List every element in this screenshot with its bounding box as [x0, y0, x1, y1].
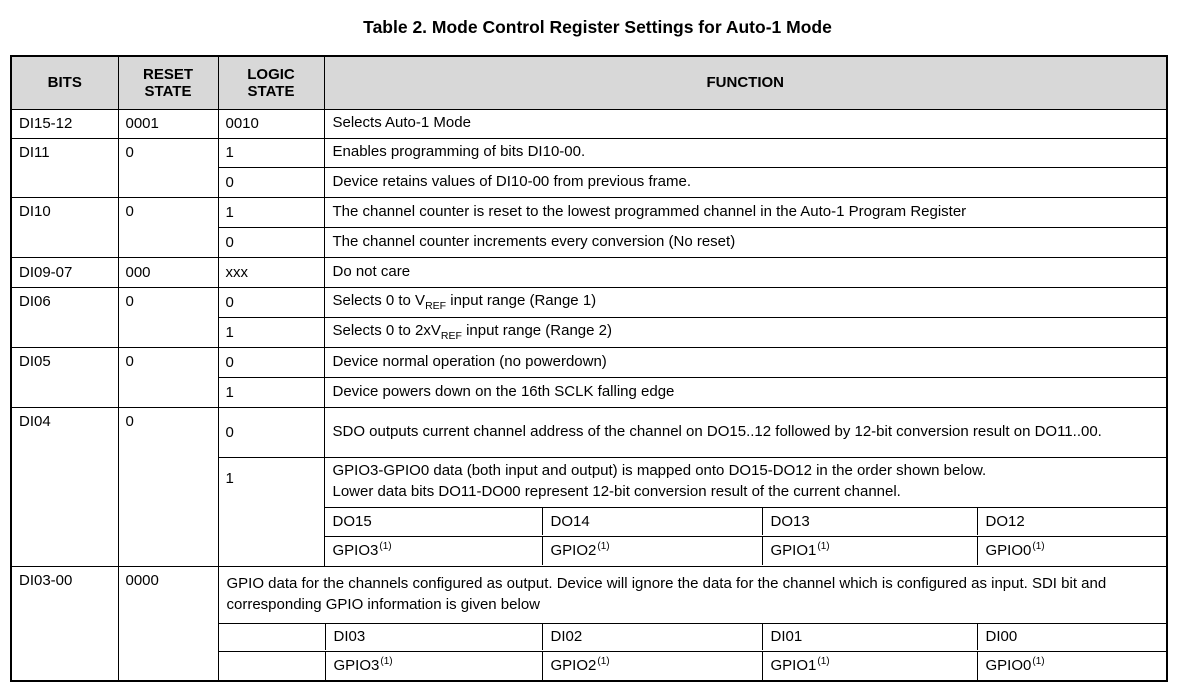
reset-state-cell: 0: [118, 197, 218, 257]
do15-cell: [325, 508, 542, 536]
di02-cell: [542, 624, 762, 651]
do12-cell: [977, 508, 1167, 536]
col-header-logic-state-label: LOGIC STATE: [247, 65, 295, 100]
reset-state-cell: 0: [118, 138, 218, 197]
function-text: input range (Range 2): [461, 321, 613, 339]
gpio2-cell: [542, 537, 762, 566]
function-text-line: GPIO3-GPIO0 data (both input and output) is mapped onto DO15-DO12 in the order shown below.: [332, 462, 987, 480]
function-cell: GPIO data for the channels configured as output. Device will ignore the data for the channel which is configured as input. SDI bit and corresponding GPIO information is given below: [218, 566, 1167, 623]
function-cell: The channel counter is reset to the lowest programmed channel in the Auto-1 Program Register: [324, 197, 1167, 227]
reset-state-cell: 0: [118, 347, 218, 407]
table-header-row: [11, 56, 1167, 109]
gpio0-label: GPIO0: [985, 657, 1032, 675]
reset-state-cell: 0000: [118, 566, 218, 681]
mode-control-register-table: [10, 55, 1168, 682]
function-cell: [324, 457, 1167, 507]
do12-label: DO12: [985, 512, 1025, 530]
footnote-marker: (1): [379, 541, 392, 553]
table-row-di15-12: [11, 109, 1167, 138]
bits-cell: DI15-12: [11, 109, 118, 138]
table-row-di09-07: [11, 257, 1167, 287]
logic-state-cell: 0: [218, 347, 324, 377]
logic-state-cell: 1: [218, 317, 324, 347]
function-cell: The channel counter increments every conversion (No reset): [324, 227, 1167, 257]
col-header-function-label: FUNCTION: [706, 74, 784, 92]
function-cell: Device normal operation (no powerdown): [324, 347, 1167, 377]
footnote-marker: (1): [817, 656, 830, 668]
logic-state-cell: 0: [218, 287, 324, 317]
di00-label: DI00: [985, 628, 1018, 646]
gpio0-cell: [977, 652, 1167, 681]
gpio1-cell: [762, 537, 977, 566]
do-mapping-gpio-row: [324, 536, 1167, 566]
table-title: Table 2. Mode Control Register Settings for Auto-1 Mode: [363, 17, 832, 37]
logic-state-cell: 1: [218, 457, 324, 566]
function-cell: [324, 317, 1167, 347]
function-text: Selects 0 to 2xV: [332, 321, 441, 339]
footnote-marker: (1): [1032, 541, 1045, 553]
empty-cell: [219, 652, 325, 681]
table-row-di11-logic1: [11, 138, 1167, 167]
function-cell: [324, 287, 1167, 317]
gpio2-cell: [542, 652, 762, 681]
bits-cell: DI04: [11, 407, 118, 566]
sdi-mapping-gpio-row: [218, 651, 1167, 681]
gpio2-label: GPIO2: [550, 542, 597, 560]
function-cell: Device powers down on the 16th SCLK falling edge: [324, 377, 1167, 407]
di02-label: DI02: [550, 628, 583, 646]
table-row-di06-logic0: [11, 287, 1167, 317]
gpio3-label: GPIO3: [332, 542, 379, 560]
footnote-marker: (1): [597, 541, 610, 553]
gpio1-label: GPIO1: [770, 657, 817, 675]
do13-label: DO13: [770, 512, 810, 530]
di01-cell: [762, 624, 977, 651]
di03-cell: [325, 624, 542, 651]
bits-cell: DI11: [11, 138, 118, 197]
bits-cell: DI05: [11, 347, 118, 407]
do13-cell: [762, 508, 977, 536]
gpio0-cell: [977, 537, 1167, 566]
gpio0-label: GPIO0: [985, 542, 1032, 560]
do-mapping-header-row: [324, 507, 1167, 536]
gpio2-label: GPIO2: [550, 657, 597, 675]
bits-cell: DI09-07: [11, 257, 118, 287]
function-text: Selects 0 to V: [332, 291, 426, 309]
gpio3-cell: [325, 652, 542, 681]
do14-cell: [542, 508, 762, 536]
di03-label: DI03: [333, 628, 366, 646]
function-cell: Device retains values of DI10-00 from previous frame.: [324, 167, 1167, 197]
col-header-logic-state: [218, 56, 324, 109]
reset-state-cell: 000: [118, 257, 218, 287]
vref-subscript: REF: [440, 329, 462, 342]
gpio3-cell: [325, 537, 542, 566]
gpio1-cell: [762, 652, 977, 681]
logic-state-cell: 0: [218, 227, 324, 257]
function-text-line: Lower data bits DO11-DO00 represent 12-bit conversion result of the current channel.: [332, 483, 901, 500]
col-header-function: [324, 56, 1167, 109]
gpio1-label: GPIO1: [770, 542, 817, 560]
table-row-di05-logic0: [11, 347, 1167, 377]
logic-state-cell: xxx: [218, 257, 324, 287]
col-header-reset-state: [118, 56, 218, 109]
di00-cell: [977, 624, 1167, 651]
footnote-marker: (1): [1032, 656, 1045, 668]
function-cell: Selects Auto-1 Mode: [324, 109, 1167, 138]
footnote-marker: (1): [380, 656, 393, 668]
logic-state-cell: 1: [218, 197, 324, 227]
logic-state-cell: 0: [218, 407, 324, 457]
function-cell: Do not care: [324, 257, 1167, 287]
table-row-di10-logic1: [11, 197, 1167, 227]
col-header-reset-state-label: RESET STATE: [142, 65, 193, 100]
bits-cell: DI06: [11, 287, 118, 347]
logic-state-cell: 1: [218, 377, 324, 407]
logic-state-cell: 0: [218, 167, 324, 197]
footnote-marker: (1): [597, 656, 610, 668]
vref-subscript: REF: [425, 299, 447, 312]
reset-state-cell: 0001: [118, 109, 218, 138]
di01-label: DI01: [770, 628, 803, 646]
function-text: input range (Range 1): [446, 291, 597, 309]
do15-label: DO15: [332, 512, 372, 530]
logic-state-cell: 1: [218, 138, 324, 167]
gpio3-label: GPIO3: [333, 657, 380, 675]
table-row-di03-00: [11, 566, 1167, 623]
empty-cell: [219, 624, 325, 651]
function-cell: SDO outputs current channel address of the channel on DO15..12 followed by 12-bit conversion result on DO11..00.: [324, 407, 1167, 457]
reset-state-cell: 0: [118, 407, 218, 566]
col-header-bits-label: BITS: [47, 74, 82, 92]
table-row-di04-logic0: [11, 407, 1167, 457]
col-header-bits: [11, 56, 118, 109]
footnote-marker: (1): [817, 541, 830, 553]
do14-label: DO14: [550, 512, 590, 530]
sdi-mapping-header-row: [218, 623, 1167, 651]
bits-cell: DI10: [11, 197, 118, 257]
reset-state-cell: 0: [118, 287, 218, 347]
bits-cell: DI03-00: [11, 566, 118, 681]
function-cell: Enables programming of bits DI10-00.: [324, 138, 1167, 167]
logic-state-cell: 0010: [218, 109, 324, 138]
